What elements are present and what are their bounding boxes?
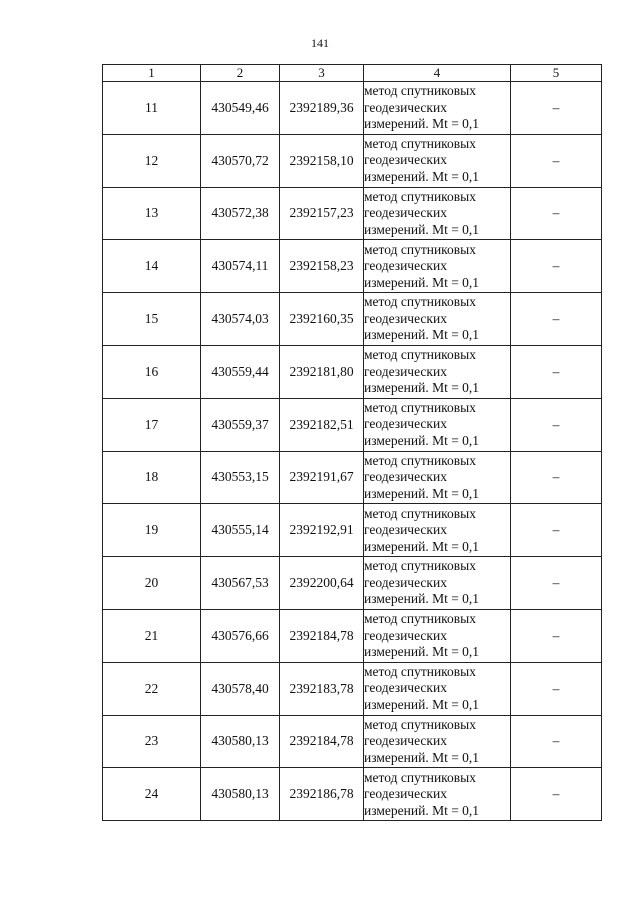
method-line: метод спутниковых bbox=[364, 505, 476, 521]
method-line: измерений. Mt = 0,1 bbox=[364, 168, 480, 184]
table-row bbox=[103, 451, 602, 504]
point-number-cell: 22 bbox=[103, 662, 201, 715]
method-cell bbox=[364, 293, 511, 346]
header-cell-2: 2 bbox=[201, 65, 280, 82]
point-number-cell: 21 bbox=[103, 609, 201, 662]
method-line: метод спутниковых bbox=[364, 294, 476, 310]
method-line: измерений. Mt = 0,1 bbox=[364, 380, 480, 396]
point-number-cell: 15 bbox=[103, 293, 201, 346]
method-line: метод спутниковых bbox=[364, 188, 476, 204]
method-cell bbox=[364, 557, 511, 610]
method-cell bbox=[364, 504, 511, 557]
table-row bbox=[103, 293, 602, 346]
x-coordinate-cell: 430580,13 bbox=[201, 768, 280, 821]
x-coordinate-cell: 430559,44 bbox=[201, 345, 280, 398]
table-row bbox=[103, 82, 602, 135]
method-line: измерений. Mt = 0,1 bbox=[364, 802, 480, 818]
table-row bbox=[103, 398, 602, 451]
method-line: метод спутниковых bbox=[364, 558, 476, 574]
method-line: измерений. Mt = 0,1 bbox=[364, 591, 480, 607]
column-5-cell: – bbox=[511, 768, 602, 821]
column-5-cell: – bbox=[511, 662, 602, 715]
method-line: геодезических bbox=[364, 310, 447, 326]
method-cell bbox=[364, 609, 511, 662]
method-cell bbox=[364, 187, 511, 240]
coordinates-table bbox=[102, 64, 602, 821]
table-row bbox=[103, 345, 602, 398]
method-line: геодезических bbox=[364, 152, 447, 168]
table-body bbox=[103, 82, 602, 821]
method-line: измерений. Mt = 0,1 bbox=[364, 644, 480, 660]
table-row bbox=[103, 609, 602, 662]
method-line: геодезических bbox=[364, 99, 447, 115]
method-cell bbox=[364, 134, 511, 187]
point-number-cell: 17 bbox=[103, 398, 201, 451]
header-cell-5: 5 bbox=[511, 65, 602, 82]
x-coordinate-cell: 430580,13 bbox=[201, 715, 280, 768]
table-row bbox=[103, 557, 602, 610]
method-cell bbox=[364, 398, 511, 451]
method-line: метод спутниковых bbox=[364, 347, 476, 363]
method-line: геодезических bbox=[364, 786, 447, 801]
method-cell bbox=[364, 345, 511, 398]
x-coordinate-cell: 430578,40 bbox=[201, 662, 280, 715]
header-cell-3: 3 bbox=[280, 65, 364, 82]
y-coordinate-cell: 2392158,10 bbox=[280, 134, 364, 187]
method-line: метод спутниковых bbox=[364, 716, 476, 732]
x-coordinate-cell: 430567,53 bbox=[201, 557, 280, 610]
x-coordinate-cell: 430574,11 bbox=[201, 240, 280, 293]
method-line: метод спутниковых bbox=[364, 135, 476, 151]
method-line: метод спутниковых bbox=[364, 83, 476, 99]
y-coordinate-cell: 2392191,67 bbox=[280, 451, 364, 504]
method-line: измерений. Mt = 0,1 bbox=[364, 274, 480, 290]
point-number-cell: 14 bbox=[103, 240, 201, 293]
y-coordinate-cell: 2392189,36 bbox=[280, 82, 364, 135]
x-coordinate-cell: 430555,14 bbox=[201, 504, 280, 557]
method-line: измерений. Mt = 0,1 bbox=[364, 432, 480, 448]
method-line: метод спутниковых bbox=[364, 399, 476, 415]
x-coordinate-cell: 430559,37 bbox=[201, 398, 280, 451]
method-line: метод спутниковых bbox=[364, 611, 476, 627]
y-coordinate-cell: 2392186,78 bbox=[280, 768, 364, 821]
method-line: метод спутниковых bbox=[364, 241, 476, 257]
x-coordinate-cell: 430576,66 bbox=[201, 609, 280, 662]
column-5-cell: – bbox=[511, 293, 602, 346]
point-number-cell: 16 bbox=[103, 345, 201, 398]
method-cell bbox=[364, 82, 511, 135]
header-cell-4: 4 bbox=[364, 65, 511, 82]
header-row bbox=[103, 65, 602, 82]
point-number-cell: 24 bbox=[103, 768, 201, 821]
y-coordinate-cell: 2392160,35 bbox=[280, 293, 364, 346]
y-coordinate-cell: 2392158,23 bbox=[280, 240, 364, 293]
method-line: геодезических bbox=[364, 363, 447, 379]
point-number-cell: 18 bbox=[103, 451, 201, 504]
y-coordinate-cell: 2392184,78 bbox=[280, 715, 364, 768]
column-5-cell: – bbox=[511, 715, 602, 768]
table-row bbox=[103, 662, 602, 715]
column-5-cell: – bbox=[511, 240, 602, 293]
method-line: метод спутниковых bbox=[364, 663, 476, 679]
column-5-cell: – bbox=[511, 187, 602, 240]
method-line: измерений. Mt = 0,1 bbox=[364, 749, 480, 765]
y-coordinate-cell: 2392157,23 bbox=[280, 187, 364, 240]
method-cell bbox=[364, 715, 511, 768]
y-coordinate-cell: 2392184,78 bbox=[280, 609, 364, 662]
point-number-cell: 20 bbox=[103, 557, 201, 610]
method-cell bbox=[364, 240, 511, 293]
table-row bbox=[103, 768, 602, 821]
method-line: измерений. Mt = 0,1 bbox=[364, 221, 480, 237]
method-line: геодезических bbox=[364, 469, 447, 485]
method-line: геодезических bbox=[364, 574, 447, 590]
x-coordinate-cell: 430553,15 bbox=[201, 451, 280, 504]
column-5-cell: – bbox=[511, 82, 602, 135]
column-5-cell: – bbox=[511, 451, 602, 504]
method-line: геодезических bbox=[364, 522, 447, 538]
method-cell bbox=[364, 768, 511, 821]
method-line: измерений. Mt = 0,1 bbox=[364, 696, 480, 712]
point-number-cell: 13 bbox=[103, 187, 201, 240]
method-line: метод спутниковых bbox=[364, 452, 476, 468]
method-line: геодезических bbox=[364, 258, 447, 274]
x-coordinate-cell: 430570,72 bbox=[201, 134, 280, 187]
table-row bbox=[103, 504, 602, 557]
column-5-cell: – bbox=[511, 557, 602, 610]
table-row bbox=[103, 187, 602, 240]
method-line: измерений. Mt = 0,1 bbox=[364, 485, 480, 501]
method-line: геодезических bbox=[364, 627, 447, 643]
table-row bbox=[103, 715, 602, 768]
x-coordinate-cell: 430549,46 bbox=[201, 82, 280, 135]
column-5-cell: – bbox=[511, 609, 602, 662]
column-5-cell: – bbox=[511, 504, 602, 557]
method-line: измерений. Mt = 0,1 bbox=[364, 116, 480, 132]
y-coordinate-cell: 2392182,51 bbox=[280, 398, 364, 451]
header-cell-1: 1 bbox=[103, 65, 201, 82]
column-5-cell: – bbox=[511, 398, 602, 451]
y-coordinate-cell: 2392181,80 bbox=[280, 345, 364, 398]
method-line: геодезических bbox=[364, 680, 447, 696]
method-cell bbox=[364, 662, 511, 715]
x-coordinate-cell: 430572,38 bbox=[201, 187, 280, 240]
column-5-cell: – bbox=[511, 134, 602, 187]
method-cell bbox=[364, 451, 511, 504]
y-coordinate-cell: 2392183,78 bbox=[280, 662, 364, 715]
method-line: измерений. Mt = 0,1 bbox=[364, 327, 480, 343]
y-coordinate-cell: 2392200,64 bbox=[280, 557, 364, 610]
method-line: геодезических bbox=[364, 416, 447, 432]
page-number: 141 bbox=[311, 36, 329, 50]
method-line: геодезических bbox=[364, 205, 447, 221]
column-5-cell: – bbox=[511, 345, 602, 398]
method-line: метод спутниковых bbox=[364, 769, 476, 785]
point-number-cell: 11 bbox=[103, 82, 201, 135]
table-row bbox=[103, 240, 602, 293]
method-line: геодезических bbox=[364, 733, 447, 749]
point-number-cell: 19 bbox=[103, 504, 201, 557]
table-row bbox=[103, 134, 602, 187]
table-header bbox=[103, 65, 602, 82]
point-number-cell: 12 bbox=[103, 134, 201, 187]
x-coordinate-cell: 430574,03 bbox=[201, 293, 280, 346]
point-number-cell: 23 bbox=[103, 715, 201, 768]
method-line: измерений. Mt = 0,1 bbox=[364, 538, 480, 554]
y-coordinate-cell: 2392192,91 bbox=[280, 504, 364, 557]
